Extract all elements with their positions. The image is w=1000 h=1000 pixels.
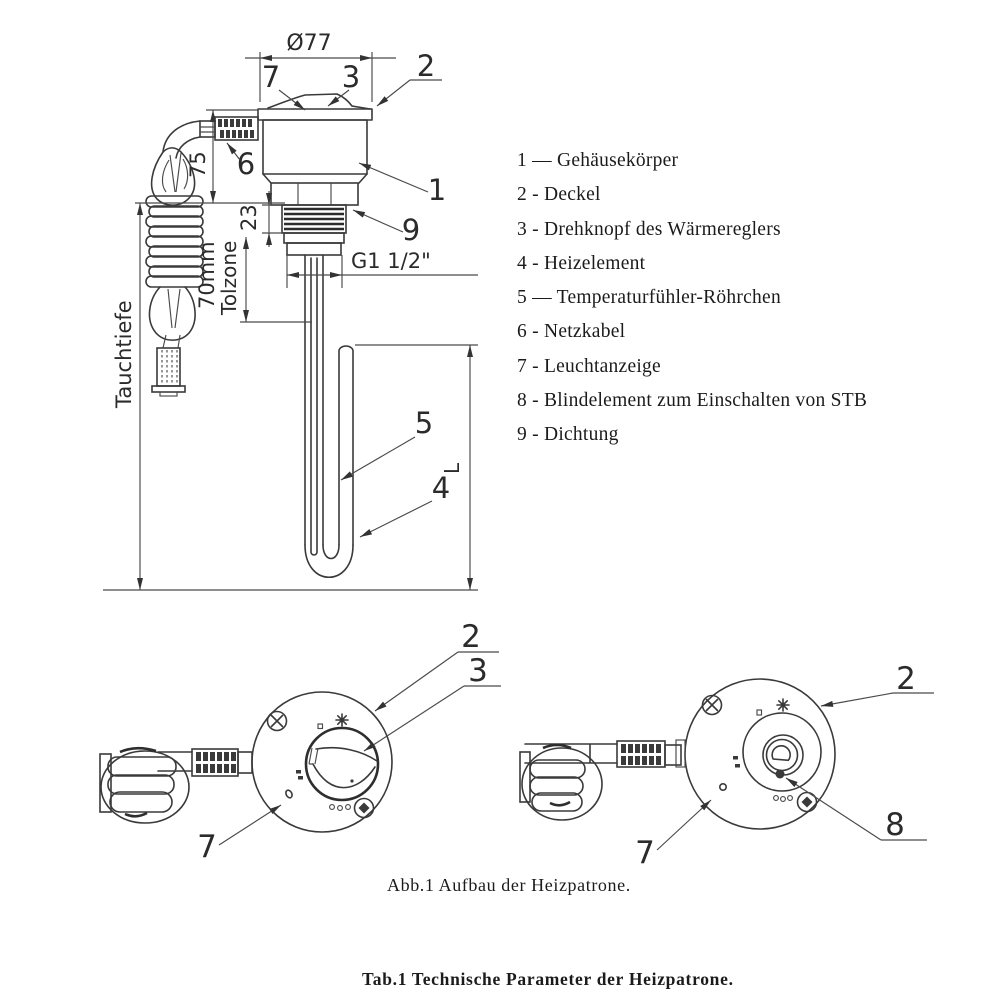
led-indicator bbox=[285, 789, 294, 799]
dim-length-label: L bbox=[440, 462, 464, 474]
screw-icon bbox=[355, 799, 374, 818]
screw-icon bbox=[268, 712, 287, 731]
screw-icon bbox=[798, 793, 817, 812]
hex-nut bbox=[271, 183, 358, 205]
callout-3: 3 bbox=[341, 60, 361, 94]
legend-item: 4 - Heizelement bbox=[517, 252, 646, 274]
stb-reset-screw bbox=[776, 770, 785, 779]
callout-9: 9 bbox=[401, 213, 421, 247]
legend-item: 8 - Blindelement zum Einschalten von STB bbox=[517, 390, 868, 412]
callout-2: 2 bbox=[416, 49, 436, 83]
snowflake-icon bbox=[336, 714, 348, 726]
blind-element bbox=[763, 735, 803, 779]
callout-6: 6 bbox=[236, 147, 256, 181]
cord-assembly bbox=[100, 748, 252, 823]
snowflake-icon bbox=[777, 699, 789, 711]
legend-item: 6 - Netzkabel bbox=[517, 321, 626, 343]
plug bbox=[152, 348, 185, 396]
dim-70mm-label: 70mm bbox=[195, 241, 219, 309]
table-caption: Tab.1 Technische Parameter der Heizpatrone. bbox=[362, 969, 734, 989]
callout-8: 8 bbox=[885, 807, 905, 843]
dim-diameter-label: Ø77 bbox=[286, 31, 332, 56]
dim-thread-label: G1 1/2" bbox=[351, 249, 431, 273]
legend-item: 7 - Leuchtanzeige bbox=[517, 355, 661, 377]
cord-assembly bbox=[520, 741, 681, 820]
legend-item: 3 - Drehknopf des Wärmereglers bbox=[517, 218, 781, 240]
figure-caption: Abb.1 Aufbau der Heizpatrone. bbox=[387, 875, 631, 895]
legend-item: 9 - Dichtung bbox=[517, 424, 619, 446]
cable-gland bbox=[200, 117, 258, 140]
callout-2: 2 bbox=[461, 619, 481, 655]
dimension-gasket-height bbox=[237, 191, 282, 247]
led-indicator bbox=[720, 784, 726, 790]
dim-tolzone-label: Tolzone bbox=[217, 240, 241, 315]
callout-7: 7 bbox=[635, 835, 655, 871]
callout-1: 1 bbox=[427, 173, 447, 207]
dim-tauchtiefe-label: Tauchtiefe bbox=[112, 300, 136, 408]
heater-tubes bbox=[305, 255, 353, 577]
legend-item: 1 — Gehäusekörper bbox=[517, 150, 679, 171]
housing-body bbox=[263, 120, 367, 183]
thermostat-knob bbox=[306, 728, 378, 800]
callout-4: 4 bbox=[431, 471, 451, 505]
main-side-view bbox=[103, 31, 478, 590]
callout-2: 2 bbox=[896, 661, 916, 697]
legend-item: 5 — Temperaturfühler-Röhrchen bbox=[517, 287, 781, 309]
callout-7: 7 bbox=[197, 829, 217, 865]
dim-23-label: 23 bbox=[237, 204, 261, 231]
flange bbox=[284, 233, 344, 255]
legend-item: 2 - Deckel bbox=[517, 184, 601, 206]
cover-profile bbox=[258, 94, 372, 120]
dimension-dead-zone bbox=[195, 237, 246, 322]
gasket-band bbox=[282, 205, 346, 233]
callout-7: 7 bbox=[261, 60, 281, 94]
callout-5: 5 bbox=[414, 406, 434, 440]
left-view-callouts bbox=[197, 619, 501, 865]
right-view-callouts bbox=[635, 661, 934, 871]
end-view-with-knob bbox=[100, 619, 501, 865]
dimension-length bbox=[440, 345, 470, 590]
parts-legend bbox=[517, 150, 937, 459]
end-view-without-knob bbox=[520, 661, 934, 871]
dim-75-label: 75 bbox=[186, 151, 210, 178]
screw-icon bbox=[703, 696, 722, 715]
callout-3: 3 bbox=[468, 653, 488, 689]
panel-marks bbox=[296, 724, 350, 810]
dimension-immersion-depth bbox=[112, 203, 140, 590]
